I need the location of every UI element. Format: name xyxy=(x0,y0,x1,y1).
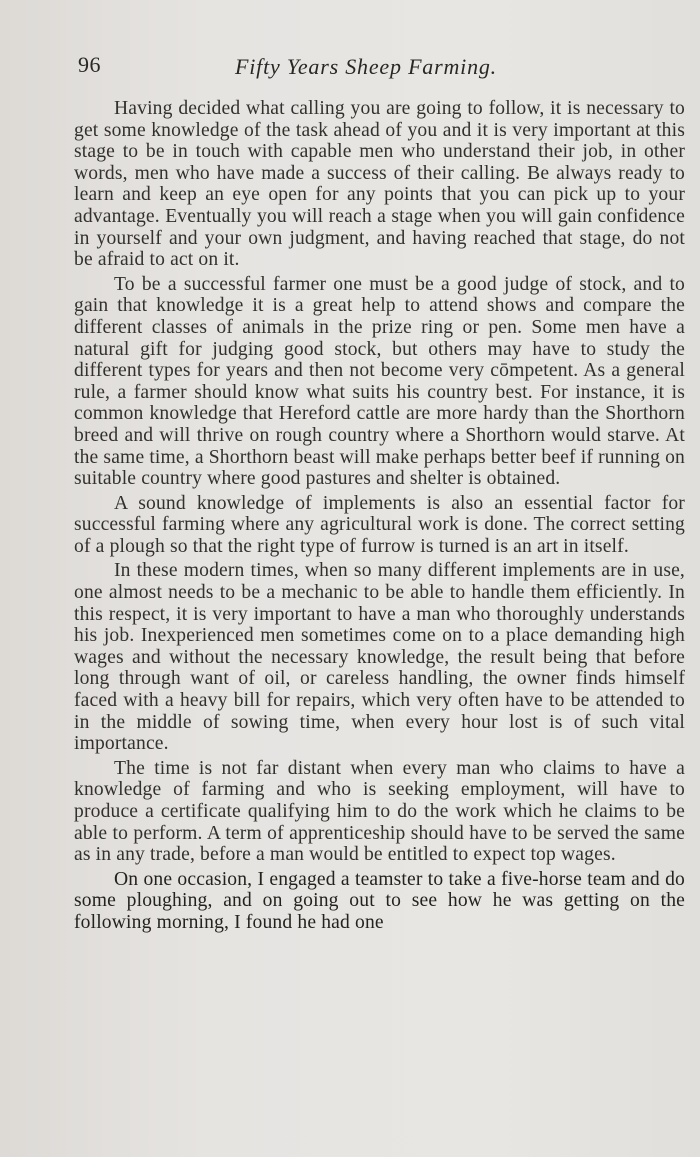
running-title: Fifty Years Sheep Farming. xyxy=(235,54,497,79)
page-number: 96 xyxy=(78,52,101,77)
page-header xyxy=(78,50,682,90)
paragraph-5: The time is not far distant when every man who claims to have a knowledge of farming and who is seeking employment, will have to produce a certificate qualifying him to do the work which he claims to be able to perform. A term of apprenticeship should have to be served the same as in any trade, before a man would be entitled to expect top wages. xyxy=(74,757,685,866)
paragraph-4: In these modern times, when so many different implements are in use, one almost needs to be a mechanic to be able to handle them efficiently. In this respect, it is very important to have a man who thoroughly understands his job. Inexperienced men sometimes come on to a place demanding high wages and without the necessary knowledge, the result being that before long through want of oil, or careless handling, the owner finds himself faced with a heavy bill for repairs, which very often have to be attended to in the middle of sowing time, when every hour lost is of such vital importance. xyxy=(74,560,685,755)
paragraph-1: Having decided what calling you are going to follow, it is necessary to get some knowledge of the task ahead of you and it is very important at this stage to be in touch with capable men who understand their job, in other words, men who have made a success of their calling. Be always ready to learn and keep an eye open for any points that you can pick up to your advantage. Eventually you will reach a stage when you will gain confidence in yourself and your own judgment, and having reached that stage, do not be afraid to act on it. xyxy=(74,98,685,271)
paragraph-3: A sound knowledge of implements is also an essential factor for successful farming where any agricultural work is done. The correct setting of a plough so that the right type of furrow is turned is an art in itself. xyxy=(74,492,685,557)
body-text xyxy=(74,98,685,934)
paragraph-6: On one occasion, I engaged a teamster to take a five-horse team and do some ploughing, and on going out to see how he was getting on the following morning, I found he had one xyxy=(74,868,685,933)
paragraph-2: To be a successful farmer one must be a good judge of stock, and to gain that knowledge it is a great help to attend shows and compare the different classes of animals in the prize ring or pen. Some men have a natural gift for judging good stock, but others may have to study the different types for years and then not become very cōmpetent. As a general rule, a farmer should know what suits his country best. For instance, it is common knowledge that Hereford cattle are more hardy than the Shorthorn breed and will thrive on rough country where a Shorthorn would starve. At the same time, a Shorthorn beast will make perhaps better beef if running on suitable country where good pastures and shelter is obtained. xyxy=(74,273,686,490)
